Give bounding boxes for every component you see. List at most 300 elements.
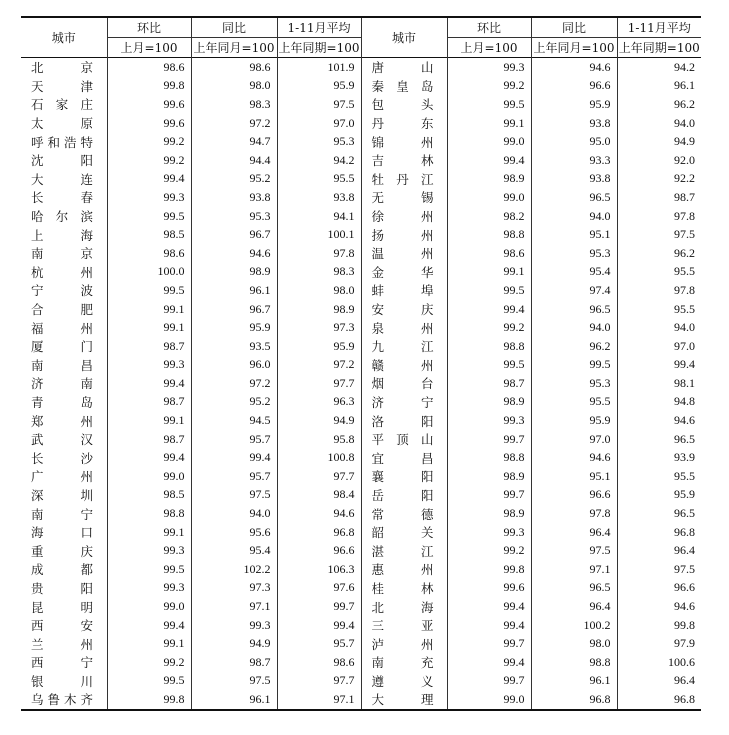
avg-value-right: 94.6 bbox=[617, 597, 701, 616]
yoy-value-left: 94.9 bbox=[191, 634, 277, 653]
mom-value-left: 99.1 bbox=[107, 411, 191, 430]
mom-header-right: 环比 bbox=[447, 17, 531, 38]
avg-value-right: 96.1 bbox=[617, 77, 701, 96]
yoy-value-right: 96.5 bbox=[531, 579, 617, 598]
mom-value-right: 99.7 bbox=[447, 634, 531, 653]
yoy-value-right: 95.3 bbox=[531, 244, 617, 263]
yoy-value-left: 99.4 bbox=[191, 448, 277, 467]
city-name-right bbox=[361, 244, 447, 263]
avg-base-right: 上年同期=100 bbox=[617, 38, 701, 58]
city-label: 厦 门 bbox=[31, 339, 93, 355]
avg-header-right: 1-11月平均 bbox=[617, 17, 701, 38]
city-name-left bbox=[21, 300, 107, 319]
avg-value-right: 100.6 bbox=[617, 653, 701, 672]
city-name-right bbox=[361, 300, 447, 319]
yoy-value-left: 94.6 bbox=[191, 244, 277, 263]
avg-value-right: 92.2 bbox=[617, 170, 701, 189]
mom-value-left: 99.2 bbox=[107, 653, 191, 672]
mom-value-left: 99.3 bbox=[107, 356, 191, 375]
city-name-left bbox=[21, 170, 107, 189]
table-row bbox=[21, 263, 701, 282]
avg-value-left: 97.6 bbox=[277, 579, 361, 598]
city-name-left bbox=[21, 672, 107, 691]
table-row bbox=[21, 411, 701, 430]
yoy-value-left: 96.0 bbox=[191, 356, 277, 375]
city-label: 襄 阳 bbox=[371, 469, 434, 485]
mom-value-right: 99.1 bbox=[447, 114, 531, 133]
avg-base-left: 上年同期=100 bbox=[277, 38, 361, 58]
city-name-left bbox=[21, 560, 107, 579]
mom-header-left: 环比 bbox=[107, 17, 191, 38]
yoy-value-left: 98.9 bbox=[191, 263, 277, 282]
city-label: 海 口 bbox=[31, 525, 93, 541]
city-label: 乌鲁木齐 bbox=[31, 692, 93, 708]
yoy-value-left: 93.8 bbox=[191, 188, 277, 207]
mom-value-left: 98.5 bbox=[107, 225, 191, 244]
mom-value-left: 99.1 bbox=[107, 523, 191, 542]
avg-value-left: 97.7 bbox=[277, 374, 361, 393]
yoy-value-right: 96.2 bbox=[531, 337, 617, 356]
table-row bbox=[21, 634, 701, 653]
avg-value-right: 96.6 bbox=[617, 579, 701, 598]
city-name-left bbox=[21, 318, 107, 337]
mom-value-left: 99.0 bbox=[107, 597, 191, 616]
avg-value-right: 99.4 bbox=[617, 356, 701, 375]
city-name-right bbox=[361, 560, 447, 579]
avg-value-right: 97.5 bbox=[617, 560, 701, 579]
mom-value-left: 99.1 bbox=[107, 318, 191, 337]
city-label: 遵 义 bbox=[371, 673, 434, 689]
yoy-value-right: 98.8 bbox=[531, 653, 617, 672]
city-name-right bbox=[361, 170, 447, 189]
city-name-left bbox=[21, 244, 107, 263]
mom-base-right: 上月=100 bbox=[447, 38, 531, 58]
yoy-base-right: 上年同月=100 bbox=[531, 38, 617, 58]
table-row bbox=[21, 448, 701, 467]
avg-value-right: 94.0 bbox=[617, 114, 701, 133]
table-row bbox=[21, 77, 701, 96]
yoy-value-right: 96.1 bbox=[531, 672, 617, 691]
mom-value-right: 99.3 bbox=[447, 58, 531, 77]
mom-value-left: 98.8 bbox=[107, 504, 191, 523]
table-row bbox=[21, 170, 701, 189]
mom-value-left: 99.2 bbox=[107, 132, 191, 151]
city-name-left bbox=[21, 690, 107, 710]
city-name-left bbox=[21, 263, 107, 282]
yoy-value-right: 95.1 bbox=[531, 225, 617, 244]
mom-value-right: 98.8 bbox=[447, 225, 531, 244]
yoy-value-right: 96.4 bbox=[531, 597, 617, 616]
avg-value-right: 94.2 bbox=[617, 58, 701, 77]
city-label: 长 春 bbox=[31, 190, 93, 206]
table-row bbox=[21, 58, 701, 77]
city-name-left bbox=[21, 393, 107, 412]
city-label: 北 京 bbox=[31, 60, 93, 76]
mom-base-left: 上月=100 bbox=[107, 38, 191, 58]
avg-value-right: 99.8 bbox=[617, 616, 701, 635]
yoy-value-left: 99.3 bbox=[191, 616, 277, 635]
mom-value-left: 99.0 bbox=[107, 467, 191, 486]
avg-value-left: 96.8 bbox=[277, 523, 361, 542]
avg-value-left: 96.6 bbox=[277, 541, 361, 560]
yoy-value-left: 98.0 bbox=[191, 77, 277, 96]
mom-value-left: 100.0 bbox=[107, 263, 191, 282]
table-row bbox=[21, 690, 701, 710]
avg-value-left: 97.3 bbox=[277, 318, 361, 337]
city-label: 吉 林 bbox=[371, 153, 434, 169]
city-label: 平 顶 山 bbox=[371, 432, 434, 448]
city-label: 大 理 bbox=[371, 692, 434, 708]
city-label: 昆 明 bbox=[31, 599, 93, 615]
city-label: 九 江 bbox=[371, 339, 434, 355]
mom-value-left: 99.8 bbox=[107, 690, 191, 710]
city-label: 烟 台 bbox=[371, 376, 434, 392]
city-label: 赣 州 bbox=[371, 357, 434, 373]
yoy-value-left: 95.7 bbox=[191, 467, 277, 486]
city-name-right bbox=[361, 263, 447, 282]
yoy-value-left: 95.3 bbox=[191, 207, 277, 226]
avg-value-right: 95.5 bbox=[617, 300, 701, 319]
avg-value-right: 96.8 bbox=[617, 523, 701, 542]
avg-value-left: 97.5 bbox=[277, 95, 361, 114]
city-label: 桂 林 bbox=[371, 580, 434, 596]
mom-value-left: 98.6 bbox=[107, 58, 191, 77]
city-name-right bbox=[361, 448, 447, 467]
mom-value-left: 98.5 bbox=[107, 486, 191, 505]
yoy-value-left: 95.7 bbox=[191, 430, 277, 449]
avg-header-left: 1-11月平均 bbox=[277, 17, 361, 38]
table-row bbox=[21, 337, 701, 356]
avg-value-left: 97.2 bbox=[277, 356, 361, 375]
mom-value-right: 99.4 bbox=[447, 653, 531, 672]
city-label: 韶 关 bbox=[371, 525, 434, 541]
city-name-left bbox=[21, 207, 107, 226]
avg-value-right: 96.5 bbox=[617, 430, 701, 449]
avg-value-left: 95.9 bbox=[277, 337, 361, 356]
yoy-value-left: 97.1 bbox=[191, 597, 277, 616]
yoy-value-left: 93.5 bbox=[191, 337, 277, 356]
mom-value-right: 99.5 bbox=[447, 281, 531, 300]
city-label: 银 川 bbox=[31, 673, 93, 689]
avg-value-right: 98.7 bbox=[617, 188, 701, 207]
city-label: 徐 州 bbox=[371, 209, 434, 225]
yoy-value-left: 95.2 bbox=[191, 170, 277, 189]
avg-value-left: 101.9 bbox=[277, 58, 361, 77]
city-name-right bbox=[361, 95, 447, 114]
avg-value-right: 96.2 bbox=[617, 244, 701, 263]
city-label: 石 家 庄 bbox=[31, 97, 93, 113]
city-label: 蚌 埠 bbox=[371, 283, 434, 299]
city-label: 西 宁 bbox=[31, 655, 93, 671]
city-name-left bbox=[21, 132, 107, 151]
mom-value-right: 98.9 bbox=[447, 504, 531, 523]
yoy-value-right: 94.6 bbox=[531, 58, 617, 77]
avg-value-right: 97.0 bbox=[617, 337, 701, 356]
yoy-value-left: 96.7 bbox=[191, 225, 277, 244]
city-name-right bbox=[361, 318, 447, 337]
table-row bbox=[21, 467, 701, 486]
yoy-value-left: 97.5 bbox=[191, 672, 277, 691]
city-label: 湛 江 bbox=[371, 543, 434, 559]
city-label: 洛 阳 bbox=[371, 413, 434, 429]
mom-value-left: 99.2 bbox=[107, 151, 191, 170]
yoy-value-left: 97.5 bbox=[191, 486, 277, 505]
mom-value-right: 99.4 bbox=[447, 616, 531, 635]
yoy-value-right: 96.8 bbox=[531, 690, 617, 710]
city-name-left bbox=[21, 114, 107, 133]
city-name-left bbox=[21, 597, 107, 616]
city-name-left bbox=[21, 523, 107, 542]
mom-value-right: 99.6 bbox=[447, 579, 531, 598]
avg-value-left: 98.4 bbox=[277, 486, 361, 505]
city-name-right bbox=[361, 207, 447, 226]
city-name-left bbox=[21, 486, 107, 505]
table-row bbox=[21, 225, 701, 244]
avg-value-left: 95.3 bbox=[277, 132, 361, 151]
mom-value-left: 99.4 bbox=[107, 374, 191, 393]
avg-value-right: 95.5 bbox=[617, 467, 701, 486]
table-row bbox=[21, 653, 701, 672]
mom-value-left: 99.1 bbox=[107, 300, 191, 319]
yoy-value-left: 95.4 bbox=[191, 541, 277, 560]
mom-value-right: 99.3 bbox=[447, 411, 531, 430]
yoy-value-left: 97.2 bbox=[191, 374, 277, 393]
table-row bbox=[21, 616, 701, 635]
avg-value-left: 99.4 bbox=[277, 616, 361, 635]
city-name-right bbox=[361, 597, 447, 616]
yoy-value-left: 94.4 bbox=[191, 151, 277, 170]
city-name-right bbox=[361, 541, 447, 560]
yoy-value-right: 97.8 bbox=[531, 504, 617, 523]
table-row bbox=[21, 207, 701, 226]
yoy-value-left: 97.3 bbox=[191, 579, 277, 598]
mom-value-right: 98.8 bbox=[447, 337, 531, 356]
yoy-value-right: 95.9 bbox=[531, 411, 617, 430]
city-label: 安 庆 bbox=[371, 302, 434, 318]
mom-value-left: 99.3 bbox=[107, 579, 191, 598]
avg-value-right: 97.8 bbox=[617, 207, 701, 226]
table-row bbox=[21, 188, 701, 207]
mom-value-left: 99.3 bbox=[107, 541, 191, 560]
yoy-value-right: 95.1 bbox=[531, 467, 617, 486]
avg-value-left: 93.8 bbox=[277, 188, 361, 207]
yoy-value-left: 96.1 bbox=[191, 690, 277, 710]
city-name-left bbox=[21, 95, 107, 114]
yoy-value-right: 100.2 bbox=[531, 616, 617, 635]
city-label: 秦 皇 岛 bbox=[371, 78, 434, 94]
city-name-left bbox=[21, 504, 107, 523]
city-label: 呼和浩特 bbox=[31, 134, 93, 150]
mom-value-left: 99.5 bbox=[107, 672, 191, 691]
yoy-value-right: 97.5 bbox=[531, 541, 617, 560]
table-row bbox=[21, 597, 701, 616]
avg-value-right: 94.0 bbox=[617, 318, 701, 337]
mom-value-right: 99.2 bbox=[447, 541, 531, 560]
yoy-value-left: 96.1 bbox=[191, 281, 277, 300]
avg-value-right: 96.4 bbox=[617, 541, 701, 560]
table-row bbox=[21, 523, 701, 542]
city-name-left bbox=[21, 541, 107, 560]
avg-value-left: 100.1 bbox=[277, 225, 361, 244]
mom-value-right: 99.1 bbox=[447, 263, 531, 282]
yoy-value-right: 96.4 bbox=[531, 523, 617, 542]
city-name-right bbox=[361, 356, 447, 375]
city-name-right bbox=[361, 58, 447, 77]
city-label: 金 华 bbox=[371, 264, 434, 280]
city-name-right bbox=[361, 281, 447, 300]
yoy-value-right: 98.0 bbox=[531, 634, 617, 653]
yoy-value-right: 95.4 bbox=[531, 263, 617, 282]
city-label: 扬 州 bbox=[371, 227, 434, 243]
yoy-header-left: 同比 bbox=[191, 17, 277, 38]
city-label: 长 沙 bbox=[31, 450, 93, 466]
city-label: 兰 州 bbox=[31, 636, 93, 652]
yoy-value-right: 95.0 bbox=[531, 132, 617, 151]
city-label: 宁 波 bbox=[31, 283, 93, 299]
mom-value-right: 98.8 bbox=[447, 448, 531, 467]
mom-value-right: 98.6 bbox=[447, 244, 531, 263]
avg-value-right: 96.8 bbox=[617, 690, 701, 710]
city-label: 重 庆 bbox=[31, 543, 93, 559]
city-name-right bbox=[361, 77, 447, 96]
mom-value-right: 98.7 bbox=[447, 374, 531, 393]
yoy-value-right: 96.5 bbox=[531, 300, 617, 319]
table-row bbox=[21, 486, 701, 505]
yoy-value-left: 97.2 bbox=[191, 114, 277, 133]
city-header-left: 城市 bbox=[51, 31, 76, 45]
mom-value-right: 99.2 bbox=[447, 77, 531, 96]
mom-value-right: 98.9 bbox=[447, 467, 531, 486]
mom-value-right: 99.8 bbox=[447, 560, 531, 579]
city-name-left bbox=[21, 616, 107, 635]
city-name-left bbox=[21, 448, 107, 467]
city-name-left bbox=[21, 430, 107, 449]
city-label: 丹 东 bbox=[371, 116, 434, 132]
avg-value-right: 94.8 bbox=[617, 393, 701, 412]
mom-value-right: 99.0 bbox=[447, 132, 531, 151]
city-name-left bbox=[21, 579, 107, 598]
avg-value-left: 106.3 bbox=[277, 560, 361, 579]
city-label: 岳 阳 bbox=[371, 487, 434, 503]
city-name-right bbox=[361, 634, 447, 653]
yoy-value-right: 93.3 bbox=[531, 151, 617, 170]
city-label: 南 昌 bbox=[31, 357, 93, 373]
avg-value-right: 96.2 bbox=[617, 95, 701, 114]
city-label: 常 德 bbox=[371, 506, 434, 522]
yoy-base-left: 上年同月=100 bbox=[191, 38, 277, 58]
mom-value-right: 99.7 bbox=[447, 672, 531, 691]
yoy-value-right: 96.6 bbox=[531, 486, 617, 505]
city-name-left bbox=[21, 151, 107, 170]
table-row bbox=[21, 95, 701, 114]
city-label: 天 津 bbox=[31, 78, 93, 94]
city-name-right bbox=[361, 114, 447, 133]
city-label: 南 充 bbox=[371, 655, 434, 671]
mom-value-right: 99.0 bbox=[447, 188, 531, 207]
yoy-value-left: 98.3 bbox=[191, 95, 277, 114]
avg-value-right: 92.0 bbox=[617, 151, 701, 170]
table-row bbox=[21, 356, 701, 375]
yoy-value-right: 94.0 bbox=[531, 318, 617, 337]
avg-value-right: 96.5 bbox=[617, 504, 701, 523]
mom-value-right: 99.0 bbox=[447, 690, 531, 710]
city-label: 贵 阳 bbox=[31, 580, 93, 596]
avg-value-left: 97.7 bbox=[277, 467, 361, 486]
city-label: 温 州 bbox=[371, 246, 434, 262]
table-row bbox=[21, 504, 701, 523]
yoy-value-right: 96.6 bbox=[531, 77, 617, 96]
city-name-left bbox=[21, 337, 107, 356]
avg-value-left: 97.8 bbox=[277, 244, 361, 263]
city-label: 福 州 bbox=[31, 320, 93, 336]
mom-value-left: 99.8 bbox=[107, 77, 191, 96]
table-row bbox=[21, 281, 701, 300]
city-label: 三 亚 bbox=[371, 618, 434, 634]
yoy-value-left: 94.7 bbox=[191, 132, 277, 151]
city-label: 沈 阳 bbox=[31, 153, 93, 169]
avg-value-left: 99.7 bbox=[277, 597, 361, 616]
avg-value-right: 96.4 bbox=[617, 672, 701, 691]
yoy-value-right: 93.8 bbox=[531, 114, 617, 133]
city-label: 郑 州 bbox=[31, 413, 93, 429]
city-name-left bbox=[21, 374, 107, 393]
avg-value-left: 95.9 bbox=[277, 77, 361, 96]
avg-value-right: 98.1 bbox=[617, 374, 701, 393]
city-label: 包 头 bbox=[371, 97, 434, 113]
city-label: 济 南 bbox=[31, 376, 93, 392]
city-name-right bbox=[361, 523, 447, 542]
yoy-value-left: 95.6 bbox=[191, 523, 277, 542]
city-name-right bbox=[361, 225, 447, 244]
city-name-right bbox=[361, 393, 447, 412]
city-label: 上 海 bbox=[31, 227, 93, 243]
table-body bbox=[21, 58, 701, 710]
mom-value-right: 99.4 bbox=[447, 597, 531, 616]
yoy-value-right: 97.4 bbox=[531, 281, 617, 300]
price-index-table bbox=[21, 16, 701, 711]
avg-value-left: 98.6 bbox=[277, 653, 361, 672]
mom-value-left: 99.5 bbox=[107, 560, 191, 579]
yoy-value-left: 94.0 bbox=[191, 504, 277, 523]
city-name-right bbox=[361, 504, 447, 523]
yoy-value-right: 99.5 bbox=[531, 356, 617, 375]
city-name-right bbox=[361, 132, 447, 151]
yoy-value-right: 93.8 bbox=[531, 170, 617, 189]
city-name-right bbox=[361, 653, 447, 672]
avg-value-left: 97.1 bbox=[277, 690, 361, 710]
mom-value-right: 99.5 bbox=[447, 95, 531, 114]
yoy-value-left: 98.6 bbox=[191, 58, 277, 77]
city-label: 西 安 bbox=[31, 618, 93, 634]
city-name-right bbox=[361, 690, 447, 710]
table-row bbox=[21, 114, 701, 133]
avg-value-right: 95.9 bbox=[617, 486, 701, 505]
city-label: 大 连 bbox=[31, 171, 93, 187]
city-name-right bbox=[361, 337, 447, 356]
city-name-right bbox=[361, 486, 447, 505]
avg-value-left: 95.7 bbox=[277, 634, 361, 653]
avg-value-left: 98.3 bbox=[277, 263, 361, 282]
city-label: 唐 山 bbox=[371, 60, 434, 76]
table-row bbox=[21, 672, 701, 691]
city-label: 惠 州 bbox=[371, 562, 434, 578]
city-name-left bbox=[21, 58, 107, 77]
mom-value-right: 98.9 bbox=[447, 393, 531, 412]
avg-value-right: 97.8 bbox=[617, 281, 701, 300]
avg-value-right: 94.6 bbox=[617, 411, 701, 430]
yoy-header-right: 同比 bbox=[531, 17, 617, 38]
yoy-value-right: 94.0 bbox=[531, 207, 617, 226]
